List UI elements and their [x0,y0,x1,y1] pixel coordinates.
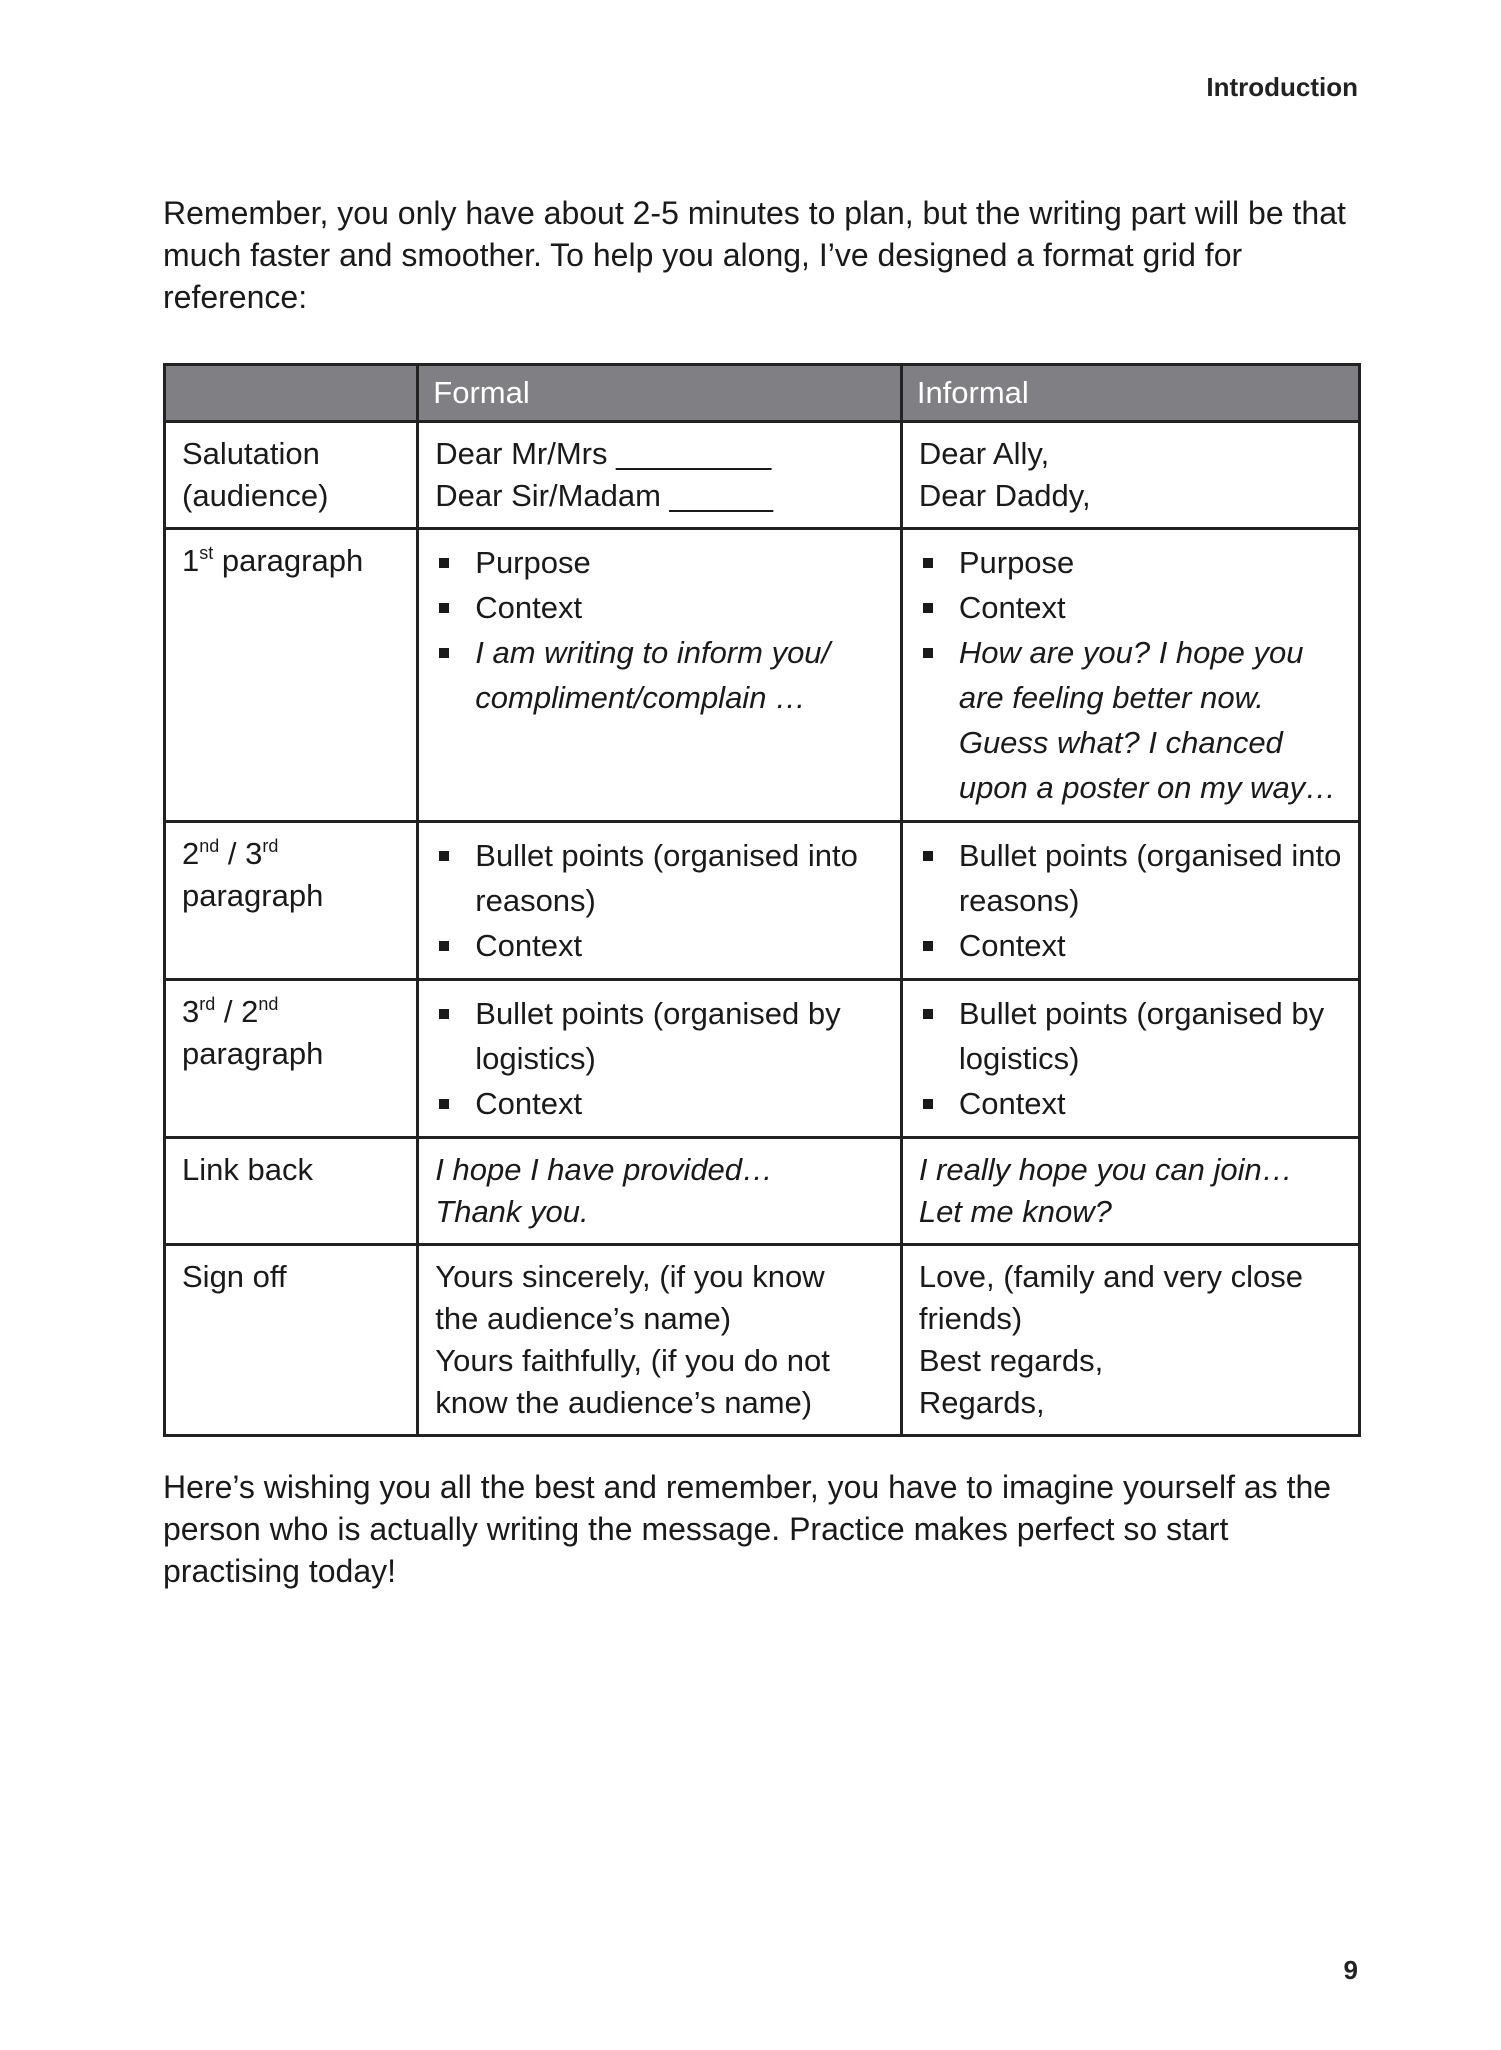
bullet-item: Bullet points (organised into reasons) [435,833,886,923]
bullet-item: Context [919,585,1344,630]
row-link-back [165,1138,1360,1245]
cell-line: Dear Sir/Madam ______ [435,478,773,513]
salutation-informal [901,422,1359,529]
salutation-formal [418,422,902,529]
header-empty-cell [165,365,418,422]
format-grid-table [163,363,1361,1437]
bullet-item: How are you? I hope you are feeling better now. Guess what? I chanced upon a poster on my way… [919,630,1344,810]
label-text: paragraph [182,878,324,913]
header-informal: Informal [901,365,1359,422]
label-num: 1 [182,543,200,578]
third-paragraph-informal [901,980,1359,1138]
label-line: Salutation [182,436,320,471]
bullet-list [919,833,1344,968]
cell-line: I hope I have provided… [435,1152,774,1187]
first-paragraph-formal [418,529,902,822]
link-back-label: Link back [165,1138,418,1245]
bullet-item: Context [435,1081,886,1126]
intro-paragraph: Remember, you only have about 2-5 minutes to plan, but the writing part will be that much faster and smoother. To help you along, I’ve designed a format grid for reference: [163,195,1346,315]
cell-line: Best regards, [918,1343,1104,1378]
bullet-item: Context [919,1081,1344,1126]
label-sup: st [199,543,214,563]
bullet-list [919,540,1344,810]
second-paragraph-label [165,822,418,980]
label-sup: rd [199,994,216,1014]
bullet-list [435,833,886,968]
cell-line: Yours faithfully, (if you do not [435,1343,830,1378]
bullet-list [919,991,1344,1126]
cell-line: I really hope you can join… [918,1152,1293,1187]
bullet-item: I am writing to inform you/ compliment/complain … [435,630,886,720]
bullet-item: Bullet points (organised by logistics) [435,991,886,1081]
closing-paragraph: Here’s wishing you all the best and remember, you have to imagine yourself as the person who is actually writing the message. Practice makes perfect so start practising today! [163,1469,1332,1589]
row-third-paragraph [165,980,1360,1138]
row-first-paragraph [165,529,1360,822]
row-second-paragraph [165,822,1360,980]
first-paragraph-label [165,529,418,822]
cell-line: Dear Ally, [918,436,1050,471]
bullet-item: Bullet points (organised by logistics) [919,991,1344,1081]
running-head: Introduction [1206,72,1358,102]
sign-off-label: Sign off [165,1245,418,1436]
cell-line: know the audience’s name) [435,1385,813,1420]
row-sign-off [165,1245,1360,1436]
bullet-list [435,991,886,1126]
cell-line: Love, (family and very close [918,1259,1304,1294]
label-text: paragraph [213,543,364,578]
cell-line: Regards, [918,1385,1045,1420]
label-num: 3 [182,994,200,1029]
third-paragraph-label [165,980,418,1138]
label-num: 2 [182,836,200,871]
salutation-label [165,422,418,529]
sign-off-informal [901,1245,1359,1436]
label-sup: rd [262,836,279,856]
cell-line: Dear Daddy, [918,478,1091,513]
label-sup: nd [199,836,220,856]
cell-line: Let me know? [918,1194,1112,1229]
cell-line: Dear Mr/Mrs _________ [435,436,772,471]
row-salutation [165,422,1360,529]
label-text: paragraph [182,1036,324,1071]
label-sep: / 2 [215,994,259,1029]
label-sep: / 3 [219,836,263,871]
third-paragraph-formal [418,980,902,1138]
link-back-formal [418,1138,902,1245]
cell-line: Thank you. [435,1194,589,1229]
sign-off-formal [418,1245,902,1436]
label-sup: nd [258,994,279,1014]
bullet-item: Context [435,585,886,630]
bullet-item: Context [919,923,1344,968]
label-line: (audience) [182,478,329,513]
bullet-list [435,540,886,720]
cell-line: friends) [918,1301,1023,1336]
second-paragraph-informal [901,822,1359,980]
link-back-informal [901,1138,1359,1245]
table-header-row [165,365,1360,422]
bullet-item: Purpose [919,540,1344,585]
cell-line: the audience’s name) [435,1301,732,1336]
bullet-item: Bullet points (organised into reasons) [919,833,1344,923]
first-paragraph-informal [901,529,1359,822]
cell-line: Yours sincerely, (if you know [435,1259,825,1294]
bullet-item: Context [435,923,886,968]
second-paragraph-formal [418,822,902,980]
page-number: 9 [1343,1955,1358,1985]
header-formal: Formal [418,365,902,422]
bullet-item: Purpose [435,540,886,585]
